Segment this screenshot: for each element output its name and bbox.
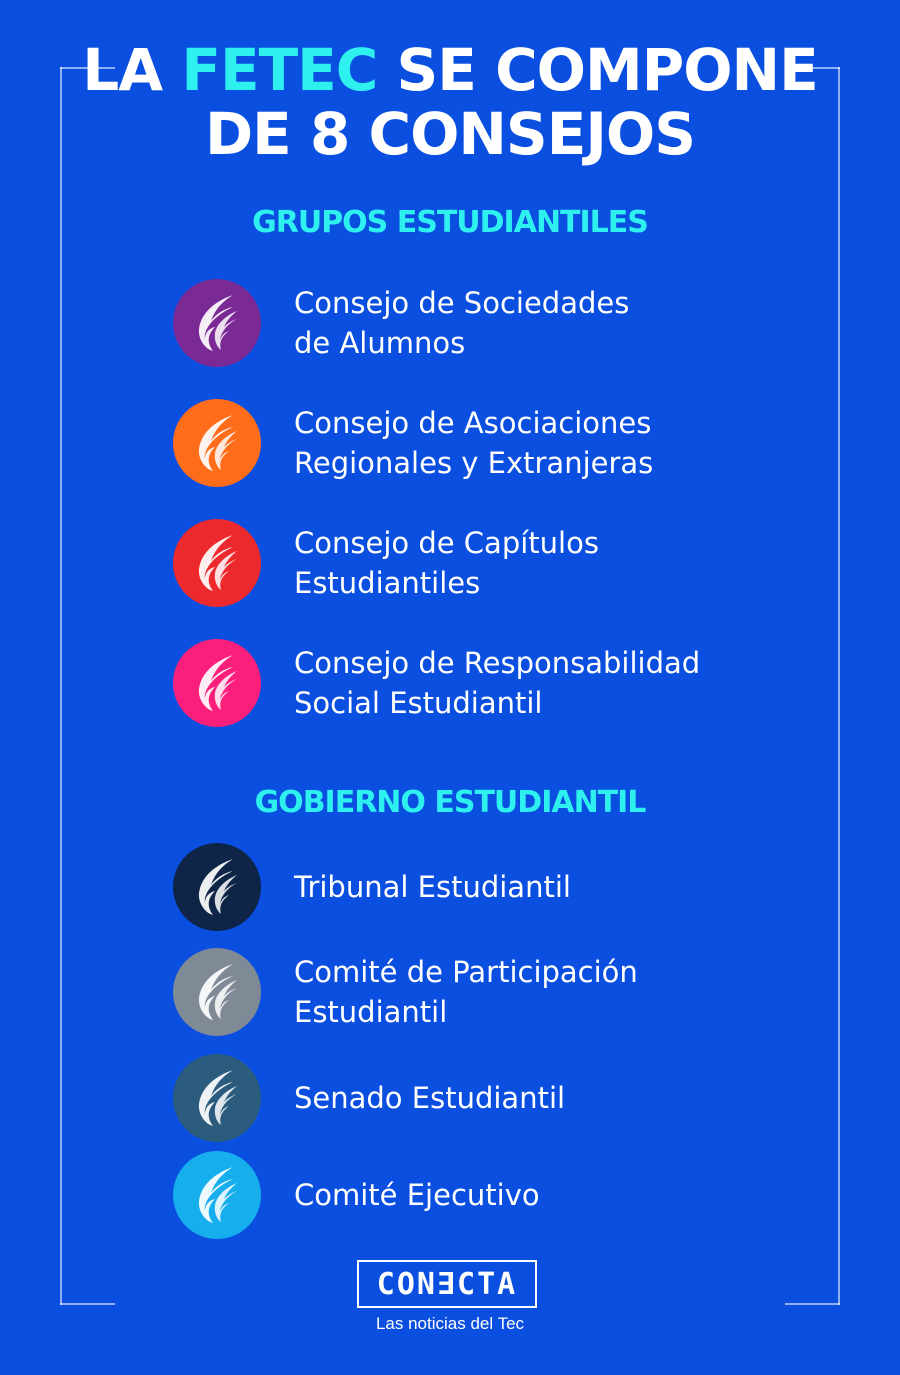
- council-name: Consejo de Capítulos Estudiantiles: [294, 526, 599, 600]
- council-icon: [173, 519, 261, 607]
- list-item: [173, 947, 773, 1037]
- section-heading-grupos: GRUPOS ESTUDIANTILES: [252, 205, 648, 240]
- section-heading-gobierno: GOBIERNO ESTUDIANTIL: [254, 785, 646, 820]
- list-item: [173, 1150, 773, 1240]
- frame-left: [60, 67, 62, 1305]
- council-icon: [173, 1151, 261, 1239]
- flame-logo-icon: [193, 1165, 241, 1225]
- flame-logo-icon: [193, 413, 241, 473]
- council-icon: [173, 948, 261, 1036]
- council-icon: [173, 843, 261, 931]
- flame-logo-icon: [193, 1068, 241, 1128]
- title-accent: FETEC: [181, 36, 378, 104]
- list-item: [173, 398, 773, 488]
- council-name: Consejo de Responsabilidad Social Estudiantil: [294, 646, 701, 720]
- logo-tagline: Las noticias del Tec: [375, 1314, 525, 1333]
- flame-logo-icon: [193, 857, 241, 917]
- list-item: [173, 1053, 773, 1143]
- frame-bottom-left: [60, 1303, 115, 1305]
- council-icon: [173, 639, 261, 727]
- council-icon: [173, 399, 261, 487]
- council-name: Consejo de Sociedades de Alumnos: [294, 286, 630, 360]
- list-item: [173, 278, 773, 368]
- title-line-1: LA FETEC SE COMPONE: [82, 36, 818, 104]
- council-name: Tribunal Estudiantil: [294, 870, 571, 904]
- frame-right: [838, 67, 840, 1305]
- council-name: Senado Estudiantil: [294, 1081, 566, 1115]
- council-name: Consejo de Asociaciones Regionales y Extranjeras: [294, 406, 654, 480]
- list-item: [173, 842, 773, 932]
- council-name: Comité de Participación Estudiantil: [294, 955, 638, 1029]
- title-line-2: DE 8 CONSEJOS: [205, 100, 695, 168]
- list-item: [173, 638, 773, 728]
- page-title: [0, 38, 900, 166]
- flame-logo-icon: [193, 533, 241, 593]
- conecta-logo: CON∃CTA: [357, 1260, 537, 1308]
- council-icon: [173, 1054, 261, 1142]
- frame-bottom-right: [785, 1303, 840, 1305]
- flame-logo-icon: [193, 962, 241, 1022]
- council-icon: [173, 279, 261, 367]
- council-name: Comité Ejecutivo: [294, 1178, 540, 1212]
- flame-logo-icon: [193, 653, 241, 713]
- flame-logo-icon: [193, 293, 241, 353]
- list-item: [173, 518, 773, 608]
